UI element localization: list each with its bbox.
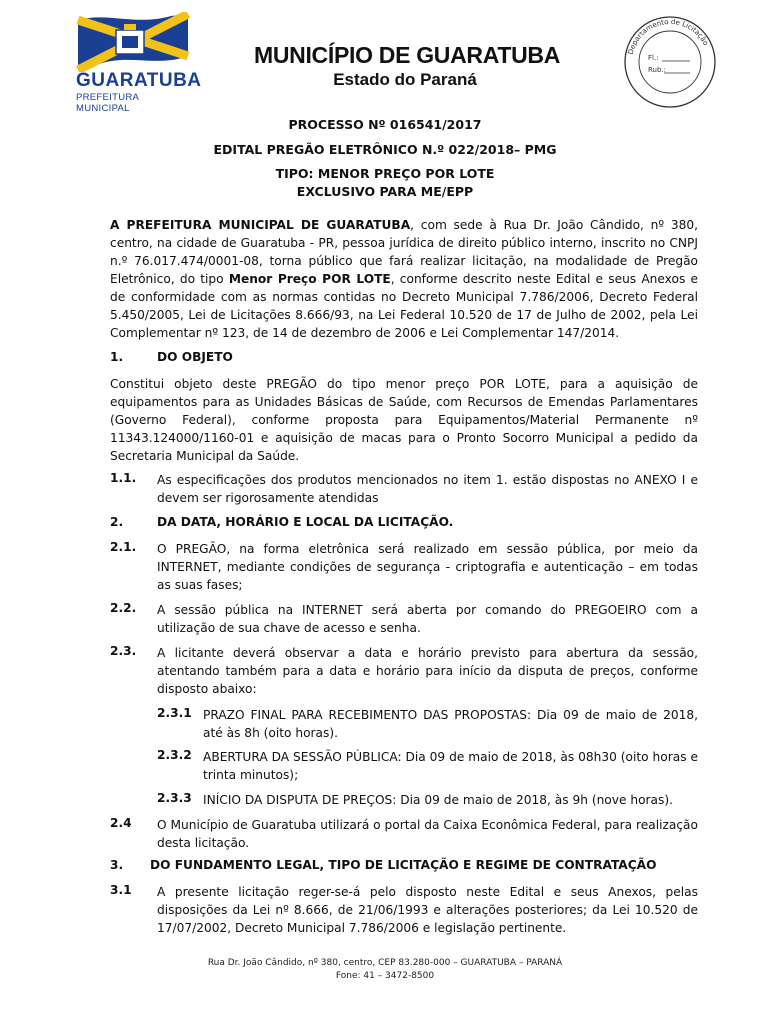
item-2-2-number: 2.2. [110,601,137,615]
item-2-3-1-text: PRAZO FINAL PARA RECEBIMENTO DAS PROPOSTAS: Dia 09 de maio de 2018, até às 8h (oito horas). [203,708,698,740]
item-2-2-text: A sessão pública na INTERNET será aberta por comando do PREGOEIRO com a utilização de sua chave de acesso e senha. [157,603,698,635]
logo-brand: GUARATUBA [76,70,202,91]
item-2-3-text: A licitante deverá observar a data e horário previsto para abertura da sessão, atentando também para a data e horário para início da disputa de preços, conforme disposto abaixo: [157,646,698,696]
process-number: PROCESSO Nº 016541/2017 [288,117,482,132]
item-2-3-2-number: 2.3.2 [157,748,192,762]
stamp-label: Departamento de Licitação [626,17,710,56]
intro-text-2: , conforme descrito neste Edital e seus Anexos e de conformidade com as normas contidas no Decreto Municipal 7.786/2006, Decreto Federal 5.450/2005, Lei de Licitações 8.666/93, na Lei Federal 10.520 de 17 de Julho de 2002, pela Lei Complementar nº 123, de 14 de dezembro de 2006 e Lei Complementar 147/2014. [110,272,698,340]
section-1-number: 1. [110,350,124,364]
section-1-body: Constitui objeto deste PREGÃO do tipo menor preço POR LOTE, para a aquisição de equipamentos para as Unidades Básicas de Saúde, com Recursos de Emendas Parlamentares (Governo Federal), conforme proposta para Equipamentos/Material Permanente nº 11343.124000/1160-01 e aquisição de macas para o Pronto Socorro Municipal a pedido da Secretaria Municipal da Saúde. [110,377,698,463]
section-2-title: DA DATA, HORÁRIO E LOCAL DA LICITAÇÃO. [157,515,454,529]
footer-address: Rua Dr. João Cândido, nº 380, centro, CEP 83.280-000 – GUARATUBA – PARANÁ [207,958,563,968]
intro-bold-mid: Menor Preço POR LOTE [228,272,391,286]
page-title: MUNICÍPIO DE GUARATUBA [253,42,561,68]
item-1-1-number: 1.1. [110,471,137,485]
item-3-1-number: 3.1 [110,883,132,897]
stamp-circle-icon [622,14,718,110]
item-2-3-3-text: INÍCIO DA DISPUTA DE PREÇOS: Dia 09 de maio de 2018, às 9h (nove horas). [203,793,673,807]
stamp-rub: Rub.: [648,66,667,74]
item-1-1-text: As especificações dos produtos mencionados no item 1. estão dispostas no ANEXO I e devem ser rigorosamente atendidas [157,473,698,505]
item-2-3-2-text: ABERTURA DA SESSÃO PÚBLICA: Dia 09 de maio de 2018, às 08h30 (oito horas e trinta minutos); [203,750,698,782]
item-2-3-1-number: 2.3.1 [157,706,192,720]
section-3-title: DO FUNDAMENTO LEGAL, TIPO DE LICITAÇÃO E REGIME DE CONTRATAÇÃO [150,858,657,872]
section-1-title: DO OBJETO [157,350,233,364]
tipo-line: TIPO: MENOR PREÇO POR LOTE [275,166,495,181]
item-2-4-text: O Município de Guaratuba utilizará o portal da Caixa Econômica Federal, para realização desta licitação. [157,818,698,850]
item-2-4-number: 2.4 [110,816,132,830]
intro-lead: A PREFEITURA MUNICIPAL DE GUARATUBA [110,218,411,232]
guaratuba-flag-icon [76,12,194,72]
footer-phone: Fone: 41 – 3472-8500 [335,971,435,981]
section-3-number: 3. [110,858,124,872]
item-2-3-3-number: 2.3.3 [157,791,192,805]
stamp-fl: Fl.: [648,54,659,62]
item-2-3-number: 2.3. [110,644,137,658]
intro-text-1: , com sede à Rua Dr. João Cândido, nº 380, centro, na cidade de Guaratuba - PR, pessoa jurídica de direito público interno, inscrito no CNPJ n.º 76.017.474/0001-08, torna público que fará realizar licitação, na modalidade de Pregão Eletrônico, do tipo [110,218,698,286]
intro-paragraph [110,216,698,342]
department-stamp [622,14,718,110]
logo-subtitle: PREFEITURA MUNICIPAL [76,92,139,114]
edital-number: EDITAL PREGÃO ELETRÔNICO N.º 022/2018– PMG [213,142,557,157]
exclusivo-line: EXCLUSIVO PARA ME/EPP [296,184,474,199]
page-subtitle: Estado do Paraná [333,70,477,89]
municipality-logo [76,12,202,114]
item-2-1-text: O PREGÃO, na forma eletrônica será realizado em sessão pública, por meio da INTERNET, mediante condições de segurança - criptografia e autenticação – em todas as suas fases; [157,542,698,592]
svg-text:Departamento de Licitação [627,18,710,55]
item-2-1-number: 2.1. [110,540,137,554]
item-3-1-text: A presente licitação reger-se-á pelo disposto neste Edital e seus Anexos, pelas disposições da Lei nº 8.666, de 21/06/1993 e alterações posteriores; da Lei 10.520 de 17/07/2002, Decreto Municipal 7.786/2006 e legislação pertinente. [157,885,698,935]
section-2-number: 2. [110,515,124,529]
